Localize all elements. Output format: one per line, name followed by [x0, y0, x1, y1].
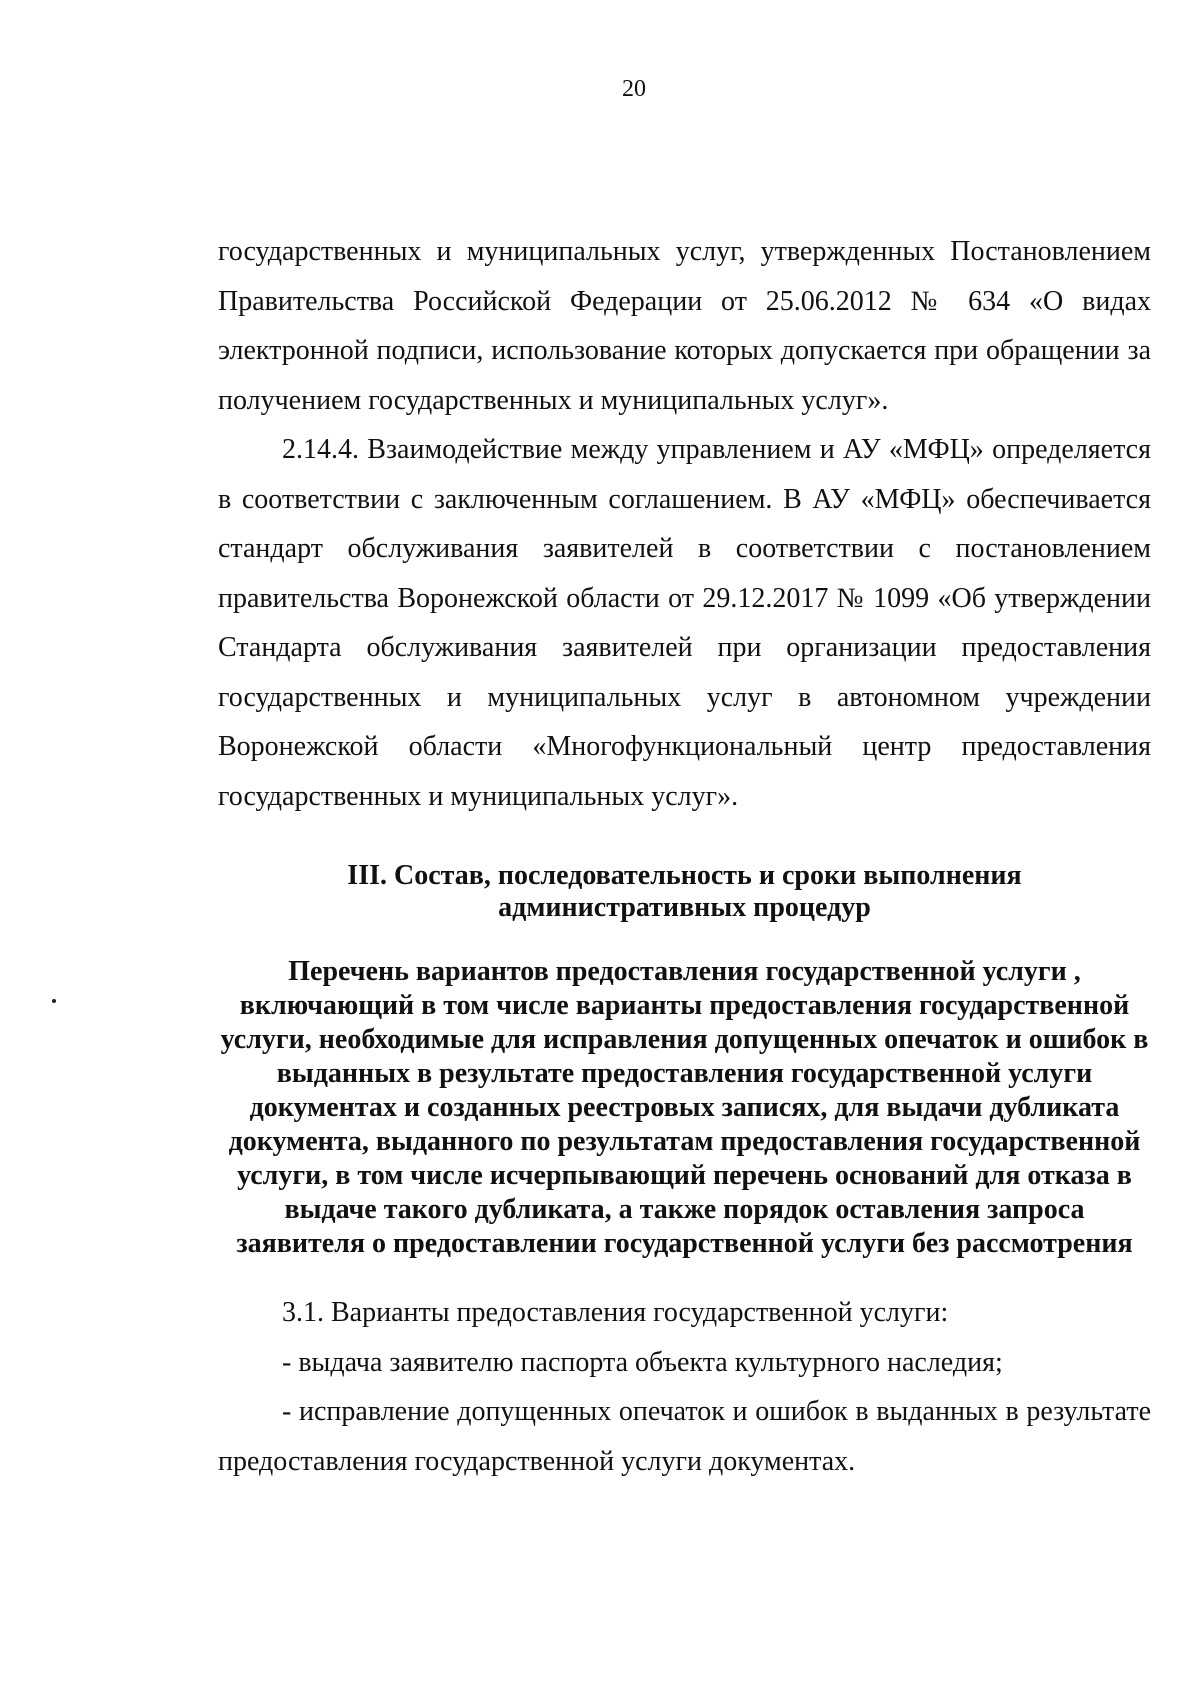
sub-heading-line: включающий в том числе варианты предоставления государственной: [239, 990, 1130, 1021]
paragraph-2-14-4: [218, 425, 1151, 821]
scan-artifact-dot: [52, 999, 56, 1003]
variants-list: [218, 1288, 1151, 1486]
section-heading-line: III. Состав, последовательность и сроки выполнения: [347, 860, 1022, 891]
list-item: - выдача заявителю паспорта объекта культурного наследия;: [282, 1346, 1003, 1378]
list-intro: 3.1. Варианты предоставления государственной услуги:: [282, 1297, 949, 1328]
page-number: 20: [622, 76, 646, 102]
sub-heading-line: документа, выданного по результатам предоставления государственной: [228, 1126, 1141, 1157]
sub-heading-line: заявителя о предоставлении государственной услуги без рассмотрения: [236, 1228, 1133, 1259]
sub-heading: [218, 955, 1151, 1261]
sub-heading-line: выдаче такого дубликата, а также порядок оставления запроса: [284, 1194, 1085, 1225]
sub-heading-line: выданных в результате предоставления государственной услуги: [276, 1058, 1093, 1089]
sub-heading-line: документах и созданных реестровых записях, для выдачи дубликата: [249, 1092, 1120, 1123]
paragraph-text: государственных и муниципальных услуг, утвержденных Постановлением Правительства Российской Федерации от 25.06.2012 № 634 «О видах электронной подписи, использование которых допускается при обращении за получением государственных и муниципальных услуг».: [218, 236, 1151, 416]
sub-heading-line: услуги, необходимые для исправления допущенных опечаток и ошибок в: [220, 1024, 1149, 1055]
sub-heading-line: услуги, в том числе исчерпывающий перечень оснований для отказа в: [237, 1160, 1132, 1191]
sub-heading-line: Перечень вариантов предоставления государственной услуги ,: [288, 956, 1081, 987]
section-heading-line: административных процедур: [498, 892, 871, 923]
paragraph-continuation: [218, 227, 1151, 425]
paragraph-text: 2.14.4. Взаимодействие между управлением и АУ «МФЦ» определяется в соответствии с заключенным соглашением. В АУ «МФЦ» обеспечивается стандарт обслуживания заявителей в соответствии с постановлением правительства Воронежской области от 29.12.2017 № 1099 «Об утверждении Стандарта обслуживания заявителей при организации предоставления государственных и муниципальных услуг в автономном учреждении Воронежской области «Многофункциональный центр предоставления государственных и муниципальных услуг».: [218, 434, 1151, 812]
list-item: - исправление допущенных опечаток и ошибок в выданных в результате предоставления государственной услуги документах.: [218, 1396, 1151, 1477]
section-heading: [218, 860, 1151, 924]
